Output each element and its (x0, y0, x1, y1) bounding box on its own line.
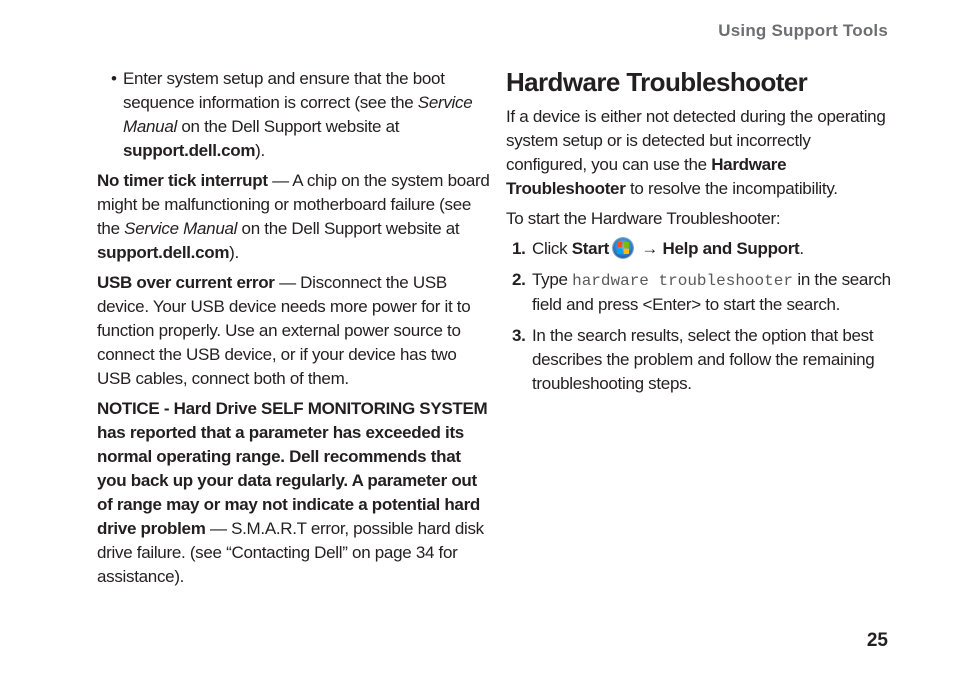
usb-error-term: USB over current error (97, 273, 275, 292)
right-column (506, 67, 891, 403)
bullet-text-1: Enter system setup and ensure that the boot sequence information is correct (see the (123, 69, 445, 112)
intro-text-2: to resolve the incompatibility. (625, 179, 838, 198)
support-link[interactable]: support.dell.com (97, 243, 230, 262)
bullet-dot: • (111, 69, 117, 88)
running-header: Using Support Tools (718, 21, 888, 40)
timer-tick-paragraph (97, 169, 492, 265)
service-manual-ref: Service Manual (124, 219, 238, 238)
start-label: Start (571, 239, 609, 258)
smart-notice-paragraph (97, 397, 492, 589)
arrow-glyph: → (637, 239, 663, 258)
section-heading: Hardware Troubleshooter (506, 67, 808, 97)
hardware-troubleshooter-term: Hardware Troubleshooter (506, 155, 787, 198)
timer-tick-term: No timer tick interrupt (97, 171, 268, 190)
steps-list (506, 237, 891, 396)
step-text-end: in the search field and press <Enter> to start the search. (532, 270, 891, 314)
bullet-text-2: on the Dell Support website at (176, 117, 400, 136)
intro-text-1: If a device is either not detected during the operating system setup or is detected but incorrectly configured, you can use the (506, 107, 886, 174)
windows-start-orb-icon (613, 238, 633, 258)
smart-notice-term: NOTICE - Hard Drive SELF MONITORING SYSTEM has reported that a parameter has exceeded its normal operating range. Dell recommends that you back up your data regularly. A parameter out of range may or may not indicate a potential hard drive problem (97, 399, 488, 538)
step-text: Click (532, 239, 572, 258)
step-item (506, 324, 891, 396)
step-text: Type (532, 270, 573, 289)
boot-sequence-bullet (97, 67, 492, 163)
step-number: 2. (512, 270, 526, 289)
smart-text-1: — S.M.A.R.T error, possible hard disk drive failure. (see “Contacting Dell” on page 34 for assistance). (97, 519, 484, 586)
step-text: In the search results, select the option that best describes the problem and follow the remaining troubleshooting steps. (532, 326, 875, 393)
page-number: 25 (866, 630, 888, 651)
step-number: 3. (512, 326, 526, 345)
intro-paragraph (506, 105, 891, 201)
step-item (506, 268, 891, 317)
help-and-support-label: Help and Support (662, 239, 800, 258)
search-command: hardware troubleshooter (572, 272, 793, 290)
usb-error-paragraph (97, 271, 492, 391)
timer-text-2: on the Dell Support website at (237, 219, 460, 238)
timer-text-3: ). (229, 243, 239, 262)
service-manual-ref: Service Manual (123, 93, 473, 136)
usb-text-1: — Disconnect the USB device. Your USB device needs more power for it to function properly. Use an external power source to connect the USB device, or if your device has two USB cables, connect both of them. (97, 273, 471, 388)
bullet-text-3: ). (255, 141, 265, 160)
timer-text-1: — A chip on the system board might be malfunctioning or motherboard failure (see the (97, 171, 490, 238)
step-item (506, 237, 891, 261)
step-text-end: . (799, 239, 804, 258)
steps-lead: To start the Hardware Troubleshooter: (506, 209, 781, 228)
left-column (97, 67, 492, 595)
support-link[interactable]: support.dell.com (123, 141, 256, 160)
step-number: 1. (512, 239, 526, 258)
